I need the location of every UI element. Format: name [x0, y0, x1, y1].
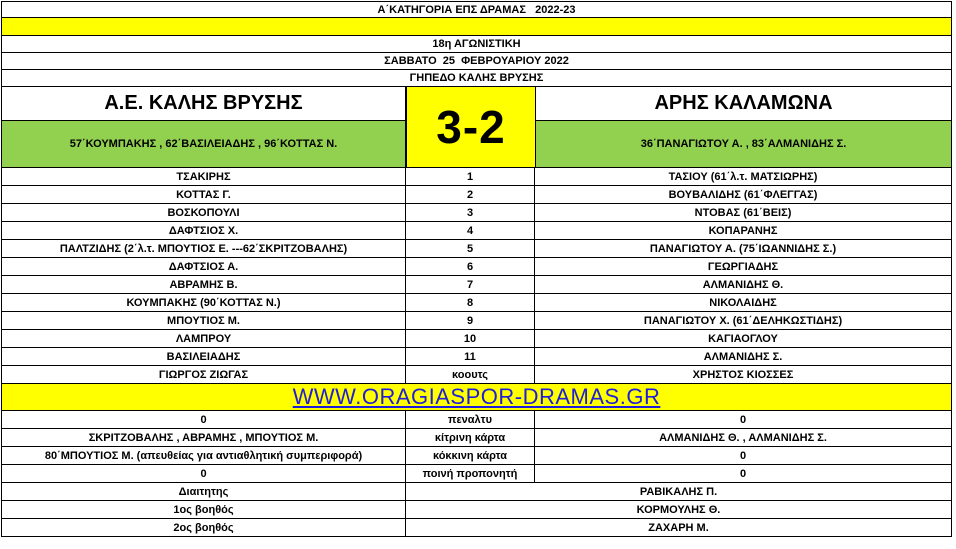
- lineup-row: [1, 186, 952, 204]
- away-player: ΚΑΓΙΑΟΓΛΟΥ: [708, 332, 778, 345]
- away-player: ΧΡΗΣΤΟΣ ΚΙΟΣΣΕΣ: [692, 368, 794, 381]
- matchday: 18η ΑΓΩΝΙΣΤΙΚΗ: [432, 38, 521, 50]
- venue: ΓΗΠΕΔΟ ΚΑΛΗΣ ΒΡΥΣΗΣ: [409, 72, 544, 84]
- home-player: ΔΑΦΤΣΙΟΣ Α.: [2, 258, 406, 275]
- teams-block: [1, 87, 952, 168]
- away-stat: 0: [739, 413, 747, 426]
- lineup-row: [1, 258, 952, 276]
- away-player: ΝΙΚΟΛΑΙΔΗΣ: [709, 296, 777, 309]
- lineup-row: [1, 330, 952, 348]
- lineup-row: [1, 312, 952, 330]
- away-player: ΤΑΣΙΟΥ (61΄λ.τ. ΜΑΤΣΙΩΡΗΣ): [668, 170, 818, 183]
- home-player: ΚΟΥΜΠΑΚΗΣ (90΄ΚΟΤΤΑΣ Ν.): [2, 294, 406, 311]
- league-title-row: [1, 1, 952, 18]
- official-name: ΖΑΧΑΡΗ Μ.: [648, 521, 709, 534]
- shirt-number: 4: [406, 222, 535, 239]
- lineup-row: [1, 366, 952, 384]
- lineup-row: [1, 348, 952, 366]
- stat-label: πεναλτυ: [406, 411, 535, 428]
- official-row: [1, 501, 952, 519]
- home-player: ΔΑΦΤΣΙΟΣ Χ.: [2, 222, 406, 239]
- home-player: ΑΒΡΑΜΗΣ Β.: [2, 276, 406, 293]
- venue-row: [1, 70, 952, 87]
- official-name: ΚΟΡΜΟΥΛΗΣ Θ.: [636, 503, 721, 516]
- away-stat: 0: [739, 449, 747, 462]
- home-player: ΓΙΩΡΓΟΣ ΖΙΩΓΑΣ: [2, 366, 406, 383]
- home-stat: 80΄ΜΠΟΥΤΙΟΣ Μ. (απευθείας για αντιαθλητική συμπεριφορά): [2, 447, 406, 464]
- shirt-number: 6: [406, 258, 535, 275]
- shirt-number: 7: [406, 276, 535, 293]
- shirt-number: 8: [406, 294, 535, 311]
- home-scorers: 57΄ΚΟΥΜΠΑΚΗΣ , 62΄ΒΑΣΙΛΕΙΑΔΗΣ , 96΄ΚΟΤΤΑΣ Ν.: [2, 121, 406, 167]
- home-stat: 0: [2, 411, 406, 428]
- final-score: 3-2: [406, 87, 536, 167]
- away-scorers: 36΄ΠΑΝΑΓΙΩΤΟΥ Α. , 83΄ΑΛΜΑΝΙΔΗΣ Σ.: [536, 121, 951, 167]
- lineup-row: [1, 276, 952, 294]
- shirt-number: 1: [406, 168, 535, 185]
- matchday-row: [1, 36, 952, 53]
- home-stat: 0: [2, 465, 406, 482]
- away-player: ΑΛΜΑΝΙΔΗΣ Θ.: [702, 278, 784, 291]
- home-player: ΤΣΑΚΙΡΗΣ: [2, 168, 406, 185]
- home-stat: ΣΚΡΙΤΖΟΒΑΛΗΣ , ΑΒΡΑΜΗΣ , ΜΠΟΥΤΙΟΣ Μ.: [2, 429, 406, 446]
- home-player: ΚΟΤΤΑΣ Γ.: [2, 186, 406, 203]
- shirt-number: 5: [406, 240, 535, 257]
- stat-label: ποινή προπονητή: [406, 465, 535, 482]
- home-player: ΜΠΟΥΤΙΟΣ Μ.: [2, 312, 406, 329]
- away-player: ΠΑΝΑΓΙΩΤΟΥ Α. (75΄ΙΩΑΝΝΙΔΗΣ Σ.): [649, 242, 837, 255]
- stat-label: κόκκινη κάρτα: [406, 447, 535, 464]
- shirt-number: 9: [406, 312, 535, 329]
- home-player: ΒΟΣΚΟΠΟΥΛΙ: [2, 204, 406, 221]
- away-player: ΠΑΝΑΓΙΩΤΟΥ Χ. (61΄ΔΕΛΗΚΩΣΤΙΔΗΣ): [643, 314, 843, 327]
- lineup-row: [1, 222, 952, 240]
- away-player: ΑΛΜΑΝΙΔΗΣ Σ.: [703, 350, 783, 363]
- lineup-row: [1, 204, 952, 222]
- match-report-sheet: [1, 1, 952, 537]
- stat-row: [1, 465, 952, 483]
- stat-row: [1, 447, 952, 465]
- official-row: [1, 519, 952, 537]
- stat-row: [1, 429, 952, 447]
- official-role: 2ος βοηθός: [2, 519, 406, 536]
- official-role: 1ος βοηθός: [2, 501, 406, 518]
- shirt-number: 11: [406, 348, 535, 365]
- shirt-number: 3: [406, 204, 535, 221]
- home-team-name: Α.Ε. ΚΑΛΗΣ ΒΡΥΣΗΣ: [2, 87, 406, 121]
- home-player: ΛΑΜΠΡΟΥ: [2, 330, 406, 347]
- shirt-number: 2: [406, 186, 535, 203]
- away-team-name: ΑΡΗΣ ΚΑΛΑΜΩΝΑ: [536, 87, 951, 121]
- website-link[interactable]: WWW.ORAGIASPOR-DRAMAS.GR: [292, 384, 661, 409]
- official-role: Διαιτητης: [2, 483, 406, 500]
- stat-row: [1, 411, 952, 429]
- shirt-number: κοουτς: [406, 366, 535, 383]
- officials-table: [1, 483, 952, 537]
- away-player: ΚΟΠΑΡΑΝΗΣ: [708, 224, 778, 237]
- away-stat: 0: [739, 467, 747, 480]
- shirt-number: 10: [406, 330, 535, 347]
- lineup-row: [1, 168, 952, 186]
- official-row: [1, 483, 952, 501]
- away-player: ΒΟΥΒΑΛΙΔΗΣ (61΄ΦΛΕΓΓΑΣ): [668, 188, 818, 201]
- official-name: ΡΑΒΙΚΑΛΗΣ Π.: [639, 485, 718, 498]
- lineup-row: [1, 294, 952, 312]
- match-date: ΣΑΒΒΑΤΟ 25 ΦΕΒΡΟΥΑΡΙΟΥ 2022: [384, 55, 569, 67]
- lineup-table: [1, 168, 952, 384]
- stat-label: κίτρινη κάρτα: [406, 429, 535, 446]
- website-row: [1, 384, 952, 411]
- away-player: ΓΕΩΡΓΙΑΔΗΣ: [707, 260, 779, 273]
- lineup-row: [1, 240, 952, 258]
- away-player: ΝΤΟΒΑΣ (61΄ΒΕΙΣ): [694, 206, 792, 219]
- away-stat: ΑΛΜΑΝΙΔΗΣ Θ. , ΑΛΜΑΝΙΔΗΣ Σ.: [659, 431, 827, 444]
- yellow-spacer-row: [1, 18, 952, 36]
- date-row: [1, 53, 952, 70]
- league-title: Α΄ΚΑΤΗΓΟΡΙΑ ΕΠΣ ΔΡΑΜΑΣ 2022-23: [377, 3, 576, 16]
- stats-table: [1, 411, 952, 483]
- home-player: ΠΑΛΤΖΙΔΗΣ (2΄λ.τ. ΜΠΟΥΤΙΟΣ Ε. ---62΄ΣΚΡΙΤΖΟΒΑΛΗΣ): [2, 240, 406, 257]
- home-player: ΒΑΣΙΛΕΙΑΔΗΣ: [2, 348, 406, 365]
